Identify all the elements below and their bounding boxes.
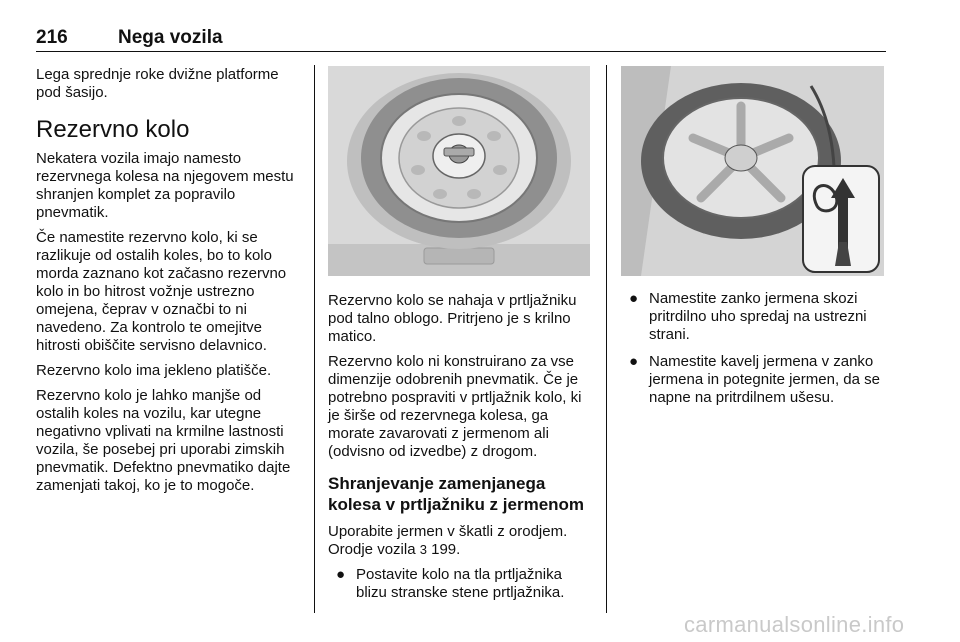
header-rule	[36, 51, 886, 52]
bullet-list	[621, 290, 887, 407]
page-number: 216	[36, 27, 68, 48]
page-reference[interactable]: 199.	[431, 541, 461, 558]
page-header	[36, 27, 886, 51]
heading-spare-wheel: Rezervno kolo	[36, 116, 190, 143]
bullet-list	[328, 566, 594, 602]
bullet-icon: ●	[336, 566, 346, 583]
strap-wheel-illustration	[621, 66, 884, 276]
paragraph: Če namestite rezervno kolo, ki se razlikuje od ostalih koles, bo to kolo morda zaznano kot začasno rezervno kolo in bo hitrost vožnje ustrezno omejena, čeprav v označbi to ni navedeno. Za kontrolo te omejitve hitrosti obiščite servisno delavnico.	[36, 229, 287, 354]
column-1	[36, 66, 304, 502]
paragraph-text: Uporabite jermen v škatli z orodjem. Orodje vozila	[328, 523, 568, 558]
spare-wheel-illustration	[328, 66, 590, 276]
list-item-text: Namestite zanko jermena skozi pritrdilno uho spredaj na ustrezni strani.	[649, 290, 867, 343]
list-item-text: Postavite kolo na tla prtljažnika blizu stranske stene prtljažnika.	[356, 566, 565, 601]
paragraph: Rezervno kolo ni konstruirano za vse dimenzije odobrenih pnevmatik. Če je potrebno pospraviti v prtljažnik kolo, ki je širše od rezervnega kolesa, ga morate zavarovati z jermenom ali (odvisno od izvedbe) z drogom.	[328, 353, 582, 460]
bullet-icon: ●	[629, 290, 639, 307]
watermark: carmanualsonline.info	[684, 612, 905, 637]
bullet-icon: ●	[629, 353, 639, 370]
page-reference-arrow-icon[interactable]: 3	[419, 542, 427, 557]
subheading-storing-wheel: Shranjevanje zamenjanega kolesa v prtljažniku z jermenom	[328, 474, 585, 514]
column-divider-2	[606, 65, 607, 613]
column-divider-1	[314, 65, 315, 613]
column-3	[621, 290, 887, 416]
section-title: Nega vozila	[118, 27, 223, 48]
paragraph: Rezervno kolo ima jekleno platišče.	[36, 362, 272, 379]
list-item	[328, 566, 594, 602]
list-item-text: Namestite kavelj jermena v zanko jermena in potegnite jermen, da se napne na pritrdilnem ušesu.	[649, 353, 880, 406]
list-item	[621, 353, 887, 407]
intro-paragraph: Lega sprednje roke dvižne platforme pod šasijo.	[36, 66, 279, 101]
paragraph: Rezervno kolo je lahko manjše od ostalih koles na vozilu, kar utegne negativno vplivati na krmilne lastnosti vozila, še posebej pri uporabi zimskih pnevmatik. Defektno pnevmatiko dajte zamenjati takoj, ko je to mogoče.	[36, 387, 291, 494]
column-2	[328, 292, 594, 611]
spare-wheel-image	[328, 66, 590, 276]
strap-wheel-image	[621, 66, 884, 276]
paragraph: Rezervno kolo se nahaja v prtljažniku pod talno oblogo. Pritrjeno je s krilno matico.	[328, 292, 577, 345]
paragraph	[328, 523, 594, 559]
paragraph: Nekatera vozila imajo namesto rezervnega kolesa na njegovem mestu shranjen komplet za popravilo pnevmatik.	[36, 150, 294, 221]
list-item	[621, 290, 887, 344]
